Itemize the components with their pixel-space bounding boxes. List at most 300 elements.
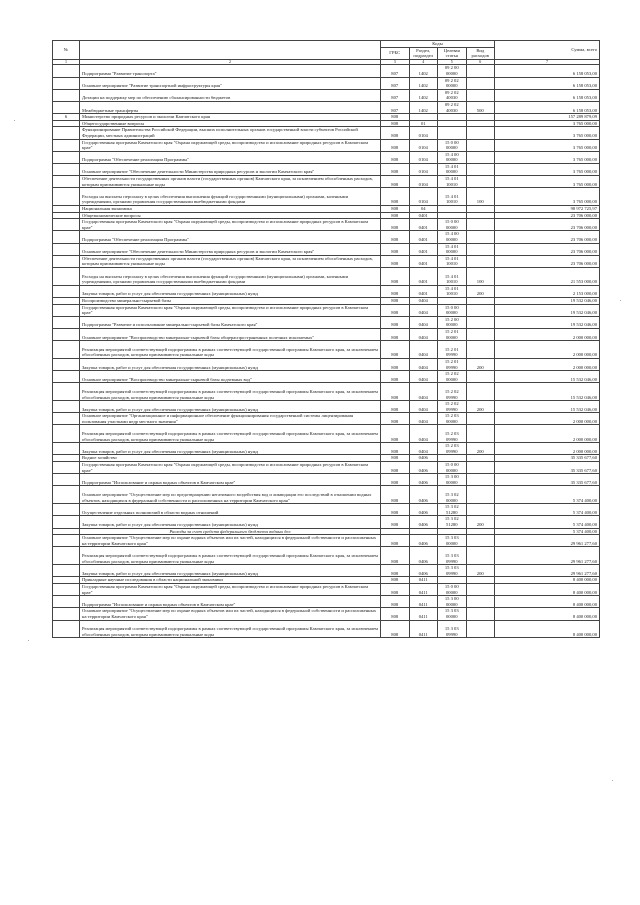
row-name: Основное мероприятие "Организационное и информационное обеспечение функционирования государственной системы лицензирования пользования участками недр местного значения" [80,413,381,425]
row-name: Реализация мероприятий соответствующей подпрограммы в рамках соответствующей государственной программы Камчатского края, за исключением обособленных расходов, которым присваиваются уникальные коды [80,383,381,401]
row-grbs: 808 [381,371,410,383]
row-name: Реализация мероприятий соответствующей подпрограммы в рамках соответствующей государственной программы Камчатского края, за исключением обособленных расходов, которым присваиваются уникальные коды [80,341,381,359]
row-grbs [381,528,410,535]
row-vr [466,176,495,188]
row-vr [466,528,495,535]
row-razdel: 0401 [409,212,438,219]
row-vr [466,328,495,340]
row-grbs: 808 [381,608,410,620]
row-grbs: 808 [381,516,410,528]
row-name: Основное мероприятие "Развитие транспортной инфраструктуры края" [80,77,381,89]
row-sum: 2 000 000,00 [495,443,600,455]
row-num [53,358,80,370]
row-grbs: 808 [381,535,410,547]
row-razdel: 0401 [409,285,438,297]
row-name: Государственная программа Камчатского края "Охрана окружающей среды, воспроизводство и использование природных ресурсов в Камчатском крае" [80,304,381,316]
row-grbs: 807 [381,77,410,89]
table-row [53,212,600,219]
table-row [53,120,600,127]
row-razdel: 0406 [409,516,438,528]
row-cs: 15 3 02 00000 [438,486,467,504]
row-name: Подпрограмма "Развитие транспорта" [80,65,381,77]
row-vr [466,163,495,175]
row-grbs: 808 [381,114,410,121]
row-razdel: 0404 [409,413,438,425]
row-sum: 19 532 046,00 [495,316,600,328]
table-row [53,474,600,486]
row-grbs: 808 [381,316,410,328]
row-vr: 200 [466,443,495,455]
row-razdel: 0401 [409,219,438,231]
row-razdel: 0404 [409,328,438,340]
row-grbs: 808 [381,231,410,243]
row-cs: 15 3 02 51280 [438,516,467,528]
row-num [53,120,80,127]
row-name: Министерство природных ресурсов и экологии Камчатского края [80,114,381,121]
row-name: Дотации на поддержку мер по обеспечению сбалансированности бюджетов [80,89,381,101]
row-vr [466,383,495,401]
row-cs: 15 4 01 10010 [438,267,467,285]
row-num [53,462,80,474]
row-num [53,328,80,340]
table-row [53,176,600,188]
row-sum: 8 400 000,00 [495,620,600,638]
column-index-cell: 5 [438,59,467,65]
row-cs: 15 3 03 09990 [438,620,467,638]
row-num [53,243,80,255]
row-razdel: 0411 [409,620,438,638]
row-cs: 09 2 02 40030 [438,101,467,113]
row-grbs: 808 [381,383,410,401]
table-row [53,413,600,425]
row-razdel: 0404 [409,443,438,455]
table-row [53,231,600,243]
row-sum: 5 374 400,00 [495,528,600,535]
row-razdel: 0404 [409,304,438,316]
header-codes-group: Коды [381,41,495,48]
row-vr [466,297,495,304]
table-row [53,114,600,121]
row-name: Закупка товаров, работ и услуг для обеспечения государственных (муниципальных) нужд [80,285,381,297]
table-row [53,565,600,577]
row-cs: 15 4 01 00000 [438,243,467,255]
row-sum: 3 765 000,00 [495,127,600,139]
row-num [53,151,80,163]
row-vr [466,486,495,504]
row-cs: 15 0 00 00000 [438,583,467,595]
row-vr [466,212,495,219]
row-grbs: 808 [381,413,410,425]
row-num [53,583,80,595]
header-grbs: ГРБС [381,47,410,59]
header-cs: Целевая статья [438,47,467,59]
row-grbs: 808 [381,328,410,340]
row-grbs: 808 [381,583,410,595]
row-sum: 2 000 000,00 [495,413,600,425]
row-cs [438,297,467,304]
row-cs [438,127,467,139]
row-grbs: 807 [381,65,410,77]
row-name: Подпрограмма "Обеспечение реализации Программы" [80,231,381,243]
header-row-top [53,41,600,48]
row-num [53,89,80,101]
row-grbs: 808 [381,577,410,584]
row-grbs: 808 [381,188,410,206]
column-index-cell: 6 [466,59,495,65]
header-num: № [53,41,80,60]
row-cs [438,212,467,219]
row-name: Основное мероприятие "Воспроизводство минерально-сырьевой базы подземных вод" [80,371,381,383]
column-index-cell: 1 [53,59,80,65]
row-num [53,504,80,516]
row-razdel: 0104 [409,139,438,151]
row-num [53,139,80,151]
row-vr [466,620,495,638]
row-vr [466,462,495,474]
row-sum: 29 961 277,60 [495,547,600,565]
row-name: Государственная программа Камчатского края "Охрана окружающей среды, воспроизводство и использование природных ресурсов в Камчатском крае" [80,219,381,231]
table-row [53,285,600,297]
row-sum: 35 335 677,60 [495,462,600,474]
row-name: Основное мероприятие "Обеспечение деятельности Министерства природных ресурсов и экологии Камчатского края" [80,243,381,255]
row-cs: 15 2 03 09990 [438,443,467,455]
row-grbs: 808 [381,455,410,462]
row-num [53,206,80,213]
row-name: Подпрограмма "Обеспечение реализации Программы" [80,151,381,163]
row-razdel: 04 [409,206,438,213]
row-sum: 6 158 053,00 [495,101,600,113]
row-name: Закупка товаров, работ и услуг для обеспечения государственных (муниципальных) нужд [80,358,381,370]
row-razdel: 0411 [409,608,438,620]
row-vr [466,151,495,163]
row-cs: 15 2 01 09990 [438,358,467,370]
table-row [53,608,600,620]
row-grbs: 808 [381,341,410,359]
row-razdel: 01 [409,120,438,127]
row-grbs: 808 [381,401,410,413]
row-num [53,267,80,285]
row-razdel: 0406 [409,474,438,486]
row-cs: 15 4 01 10010 [438,285,467,297]
row-num [53,231,80,243]
row-cs [438,120,467,127]
row-sum: 2 153 000,00 [495,285,600,297]
row-sum: 6 158 053,00 [495,65,600,77]
row-cs: 15 2 03 09990 [438,425,467,443]
row-sum: 15 532 046,00 [495,383,600,401]
row-cs: 15 2 02 09990 [438,401,467,413]
row-sum: 2 000 000,00 [495,358,600,370]
row-razdel: 0401 [409,243,438,255]
row-cs: 15 4 00 00000 [438,151,467,163]
row-sum: 23 706 000,00 [495,212,600,219]
table-row [53,188,600,206]
row-vr: 200 [466,565,495,577]
row-vr: 500 [466,101,495,113]
row-grbs: 808 [381,565,410,577]
row-vr [466,413,495,425]
row-razdel: 1402 [409,101,438,113]
row-sum: 3 765 000,00 [495,163,600,175]
row-razdel: 0404 [409,297,438,304]
row-vr [466,65,495,77]
row-num [53,316,80,328]
row-vr [466,371,495,383]
row-num [53,304,80,316]
row-num [53,101,80,113]
table-row [53,547,600,565]
row-name: Подпрограмма "Использование и охрана водных объектов в Камчатском крае" [80,474,381,486]
row-sum: 5 374 400,00 [495,516,600,528]
row-name: Расходы на выплаты персоналу в целях обеспечения выполнения функций государственными (муниципальными) органами, казенными учреждениями, органами управления государственными внебюджетными фондами [80,267,381,285]
row-num [53,383,80,401]
row-cs: 15 0 00 00000 [438,139,467,151]
row-razdel: 0406 [409,565,438,577]
row-num [53,474,80,486]
table-row [53,341,600,359]
row-razdel: 0406 [409,547,438,565]
budget-table-sheet [52,40,600,638]
row-cs [438,577,467,584]
row-grbs: 808 [381,206,410,213]
row-num [53,425,80,443]
row-sum: 8 400 000,00 [495,577,600,584]
row-razdel: 0406 [409,486,438,504]
row-grbs: 808 [381,462,410,474]
table-row [53,535,600,547]
table-row [53,139,600,151]
row-sum: 35 335 677,60 [495,455,600,462]
row-vr: 100 [466,188,495,206]
table-row [53,528,600,535]
table-row [53,462,600,474]
table-row [53,163,600,175]
row-cs: 09 2 00 00000 [438,65,467,77]
table-row [53,297,600,304]
row-sum: 23 706 000,00 [495,219,600,231]
table-row [53,425,600,443]
row-sum: 5 374 400,00 [495,486,600,504]
row-name: Закупка товаров, работ и услуг для обеспечения государственных (муниципальных) нужд [80,443,381,455]
row-grbs: 808 [381,219,410,231]
row-cs: 15 2 03 00000 [438,413,467,425]
row-sum: 8 400 000,00 [495,596,600,608]
row-cs: 15 3 03 09990 [438,547,467,565]
row-num [53,77,80,89]
row-sum: 3 765 000,00 [495,120,600,127]
row-razdel: 0404 [409,358,438,370]
row-sum: 29 961 277,60 [495,535,600,547]
column-index-cell: 7 [495,59,600,65]
row-grbs: 808 [381,425,410,443]
row-razdel: 0401 [409,267,438,285]
row-sum: 3 765 000,00 [495,176,600,188]
row-vr [466,455,495,462]
row-sum: 6 158 053,00 [495,77,600,89]
row-sum: 19 532 046,00 [495,304,600,316]
row-name: Основное мероприятие "Обеспечение деятельности Министерства природных ресурсов и экологии Камчатского края" [80,163,381,175]
table-row [53,371,600,383]
row-cs: 15 2 01 00000 [438,328,467,340]
row-razdel: 0404 [409,371,438,383]
table-row [53,65,600,77]
row-name: Прикладные научные исследования в области национальной экономики [80,577,381,584]
row-name: Обеспечение деятельности государственных органов власти (государственных органов) Камчатского края, за исключением обособленных расходов, которым присваиваются уникальные коды [80,255,381,267]
table-row [53,101,600,113]
row-cs: 15 4 01 00000 [438,163,467,175]
column-index-cell: 2 [80,59,381,65]
row-vr [466,206,495,213]
row-grbs: 808 [381,163,410,175]
row-cs: 15 2 02 09990 [438,383,467,401]
row-name: Подпрограмма "Использование и охрана водных объектов в Камчатском крае" [80,596,381,608]
row-num [53,285,80,297]
header-name [80,41,381,60]
row-name: Реализация мероприятий соответствующей подпрограммы в рамках соответствующей государственной программы Камчатского края, за исключением обособленных расходов, которым присваиваются уникальные коды [80,425,381,443]
row-num [53,401,80,413]
row-cs [438,455,467,462]
row-cs: 15 2 01 09990 [438,341,467,359]
row-name: Подпрограмма "Развитие и использование минерально-сырьевой базы Камчатского края" [80,316,381,328]
row-num [53,163,80,175]
row-name: Расходы за счет средств федерального бюджета водных дел [80,528,381,535]
table-row [53,255,600,267]
row-num [53,65,80,77]
row-sum: 15 532 046,00 [495,401,600,413]
row-num [53,341,80,359]
row-num [53,620,80,638]
row-cs: 09 2 02 40030 [438,89,467,101]
row-name: Общегосударственные вопросы [80,120,381,127]
row-name: Национальная экономика [80,206,381,213]
row-grbs: 808 [381,255,410,267]
row-sum: 23 706 000,00 [495,243,600,255]
row-sum: 23 706 000,00 [495,255,600,267]
row-cs: 15 3 03 09990 [438,565,467,577]
row-razdel [409,114,438,121]
table-row [53,89,600,101]
row-sum: 3 765 000,00 [495,188,600,206]
row-razdel: 0404 [409,425,438,443]
row-sum: 8 400 000,00 [495,608,600,620]
row-razdel: 0406 [409,462,438,474]
row-name: Реализация мероприятий соответствующей подпрограммы в рамках соответствующей государственной программы Камчатского края, за исключением обособленных расходов, которым присваиваются уникальные коды [80,547,381,565]
row-grbs: 808 [381,443,410,455]
table-row [53,243,600,255]
column-index-cell: 4 [409,59,438,65]
row-cs: 15 3 03 00000 [438,535,467,547]
table-row [53,316,600,328]
row-razdel: 1402 [409,77,438,89]
row-vr: 200 [466,285,495,297]
row-sum: 19 532 046,00 [495,297,600,304]
row-cs [438,528,467,535]
row-vr [466,77,495,89]
row-vr [466,504,495,516]
row-cs: 15 0 00 00000 [438,462,467,474]
row-name: Закупка товаров, работ и услуг для обеспечения государственных (муниципальных) нужд [80,516,381,528]
row-name: Закупка товаров, работ и услуг для обеспечения государственных (муниципальных) нужд [80,401,381,413]
row-vr [466,127,495,139]
table-row [53,219,600,231]
row-cs: 15 4 00 00000 [438,231,467,243]
row-razdel [409,528,438,535]
row-grbs: 808 [381,358,410,370]
row-grbs: 808 [381,267,410,285]
row-grbs: 808 [381,120,410,127]
row-num [53,547,80,565]
row-sum: 21 553 000,00 [495,267,600,285]
row-sum: 3 765 000,00 [495,151,600,163]
row-vr [466,474,495,486]
row-name: Основное мероприятие "Осуществление мер по предотвращению негативного воздействия вод и ликвидации его последствий в отношении водных объектов, находящихся в федеральной собственности и расположенных на территории Камчатского края" [80,486,381,504]
row-razdel: 0406 [409,504,438,516]
row-sum: 23 706 000,00 [495,231,600,243]
row-num [53,565,80,577]
row-sum: 2 000 000,00 [495,328,600,340]
row-vr [466,89,495,101]
row-cs [438,114,467,121]
row-grbs: 808 [381,212,410,219]
row-num [53,596,80,608]
row-grbs: 808 [381,139,410,151]
table-row [53,328,600,340]
table-row [53,77,600,89]
row-cs: 15 0 00 00000 [438,219,467,231]
row-cs: 15 4 01 10010 [438,255,467,267]
row-name: Государственная программа Камчатского края "Охрана окружающей среды, воспроизводство и использование природных ресурсов в Камчатском крае" [80,462,381,474]
row-grbs: 808 [381,596,410,608]
row-grbs: 808 [381,620,410,638]
row-vr [466,219,495,231]
row-razdel: 0404 [409,401,438,413]
row-num [53,486,80,504]
row-razdel: 0104 [409,127,438,139]
row-num [53,413,80,425]
row-vr [466,425,495,443]
row-razdel: 0406 [409,455,438,462]
row-grbs: 808 [381,547,410,565]
budget-table [52,40,600,638]
row-sum: 5 374 400,00 [495,504,600,516]
row-vr [466,304,495,316]
row-cs: 15 2 02 00000 [438,371,467,383]
row-razdel: 0411 [409,577,438,584]
table-row [53,358,600,370]
table-row [53,304,600,316]
row-vr [466,341,495,359]
row-num [53,577,80,584]
row-name: Основное мероприятие "Осуществление мер по охране водных объектов или их частей, находящихся в федеральной собственности и расположенных на территории Камчатского края" [80,535,381,547]
row-razdel: 0411 [409,596,438,608]
row-cs: 15 4 01 10010 [438,176,467,188]
row-vr [466,139,495,151]
column-index-cell: 3 [381,59,410,65]
row-razdel: 0406 [409,535,438,547]
row-razdel: 1402 [409,65,438,77]
row-sum: 2 000 000,00 [495,341,600,359]
row-name: Воспроизводство минерально-сырьевой базы [80,297,381,304]
header-razdel: Раздел, подраздел [409,47,438,59]
row-vr: 100 [466,267,495,285]
row-cs [438,206,467,213]
table-row [53,583,600,595]
row-grbs: 808 [381,297,410,304]
row-name: Функционирование Правительства Российской Федерации, высших исполнительных органов государственной власти субъектов Российской Федерации, местных администраций [80,127,381,139]
row-vr: 200 [466,516,495,528]
row-num [53,212,80,219]
row-vr [466,608,495,620]
